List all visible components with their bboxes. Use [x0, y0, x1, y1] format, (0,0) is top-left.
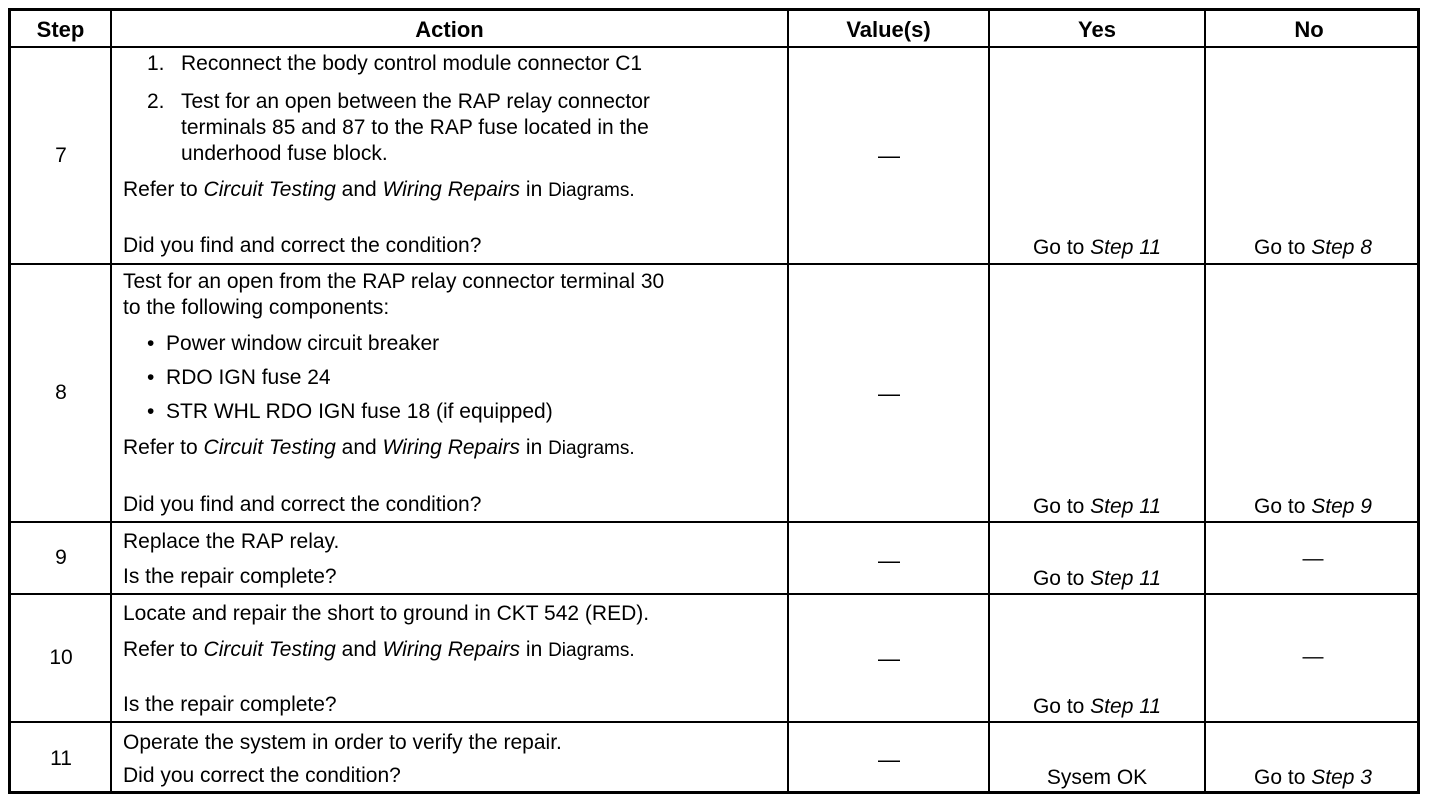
value-dash: — — [878, 747, 900, 772]
row-divider — [11, 521, 1417, 523]
list-number: 2. — [147, 90, 165, 113]
goto-text: Go to — [1254, 236, 1312, 259]
yes-result — [990, 694, 1204, 720]
circuit-testing-ref: Circuit Testing — [203, 638, 336, 661]
yes-step-ref: Step 11 — [1090, 567, 1162, 590]
diagrams-ref: Diagrams. — [548, 180, 635, 201]
action-text: Test for an open from the RAP relay connector terminal 30 — [123, 270, 665, 293]
action-text: Operate the system in order to verify the repair. — [123, 731, 562, 754]
circuit-testing-ref: Circuit Testing — [203, 436, 336, 459]
refer-in: in — [520, 178, 549, 201]
header-no: No — [1294, 17, 1324, 42]
wiring-repairs-ref: Wiring Repairs — [382, 178, 521, 201]
yes-result: Sysem OK — [1046, 766, 1148, 789]
goto-text: Go to — [1254, 495, 1312, 518]
question-text: Did you find and correct the condition? — [123, 493, 482, 516]
no-result — [1206, 765, 1420, 791]
refer-in: in — [520, 638, 549, 661]
refer-line — [123, 177, 635, 204]
refer-line — [123, 435, 635, 462]
no-result: — — [1302, 645, 1324, 668]
step-number: 7 — [55, 143, 67, 167]
action-text: underhood fuse block. — [181, 142, 388, 165]
action-text: Test for an open between the RAP relay connector — [181, 90, 650, 113]
wiring-repairs-ref: Wiring Repairs — [382, 436, 521, 459]
action-text: Locate and repair the short to ground in CKT 542 (RED). — [123, 602, 650, 625]
action-text: Reconnect the body control module connector C1 — [181, 52, 643, 75]
diagrams-ref: Diagrams. — [548, 640, 635, 661]
refer-line — [123, 637, 635, 664]
no-step-ref: Step 3 — [1311, 766, 1372, 789]
action-text: to the following components: — [123, 296, 390, 319]
wiring-repairs-ref: Wiring Repairs — [382, 638, 521, 661]
bullet-text: Power window circuit breaker — [166, 332, 440, 355]
value-dash: — — [878, 381, 900, 406]
goto-text: Go to — [1254, 766, 1312, 789]
no-result — [1206, 494, 1420, 520]
no-result — [1206, 235, 1420, 261]
diagrams-ref: Diagrams. — [548, 438, 635, 459]
row-divider — [11, 721, 1417, 723]
step-number: 10 — [49, 646, 73, 669]
goto-text: Go to — [1032, 695, 1091, 718]
refer-prefix: Refer to — [123, 178, 204, 201]
goto-text: Go to — [1032, 236, 1091, 259]
question-text: Is the repair complete? — [123, 565, 337, 588]
action-text: terminals 85 and 87 to the RAP fuse located in the — [181, 116, 649, 139]
value-dash: — — [878, 143, 900, 168]
yes-step-ref: Step 11 — [1090, 695, 1162, 718]
no-step-ref: Step 9 — [1311, 495, 1372, 518]
list-number: 1. — [147, 52, 165, 75]
bullet-item: • STR WHL RDO IGN fuse 18 (if equipped) — [147, 400, 553, 423]
action-text: Replace the RAP relay. — [123, 530, 340, 553]
goto-text: Go to — [1032, 567, 1091, 590]
step-number: 8 — [55, 381, 67, 404]
yes-step-ref: Step 11 — [1090, 236, 1162, 259]
header-step: Step — [36, 17, 85, 42]
row-divider — [11, 263, 1417, 265]
refer-prefix: Refer to — [123, 436, 204, 459]
step-number: 11 — [50, 746, 72, 770]
refer-in: in — [520, 436, 549, 459]
header-yes: Yes — [1078, 17, 1116, 42]
header-action: Action — [415, 17, 484, 42]
value-dash: — — [878, 548, 900, 573]
yes-step-ref: Step 11 — [1090, 495, 1162, 518]
refer-and: and — [335, 436, 383, 459]
bullet-text: STR WHL RDO IGN fuse 18 (if equipped) — [166, 400, 553, 423]
value-dash: — — [878, 646, 900, 671]
refer-and: and — [335, 638, 383, 661]
column-divider — [1204, 11, 1206, 791]
yes-result — [990, 235, 1204, 261]
bullet-item: • RDO IGN fuse 24 — [147, 366, 331, 389]
refer-and: and — [335, 178, 383, 201]
step-number: 9 — [55, 546, 67, 569]
bullet-text: RDO IGN fuse 24 — [166, 366, 331, 389]
question-text: Did you correct the condition? — [123, 764, 401, 787]
no-result: — — [1302, 547, 1324, 570]
yes-result — [990, 566, 1204, 592]
header-values: Value(s) — [846, 17, 931, 42]
diagnostic-table — [8, 8, 1420, 794]
question-text: Did you find and correct the condition? — [123, 234, 482, 257]
question-text: Is the repair complete? — [123, 693, 337, 716]
bullet-item: • Power window circuit breaker — [147, 332, 440, 355]
no-step-ref: Step 8 — [1311, 236, 1372, 259]
refer-prefix: Refer to — [123, 638, 204, 661]
yes-result — [990, 494, 1204, 520]
row-divider — [11, 593, 1417, 595]
circuit-testing-ref: Circuit Testing — [203, 178, 336, 201]
goto-text: Go to — [1032, 495, 1091, 518]
